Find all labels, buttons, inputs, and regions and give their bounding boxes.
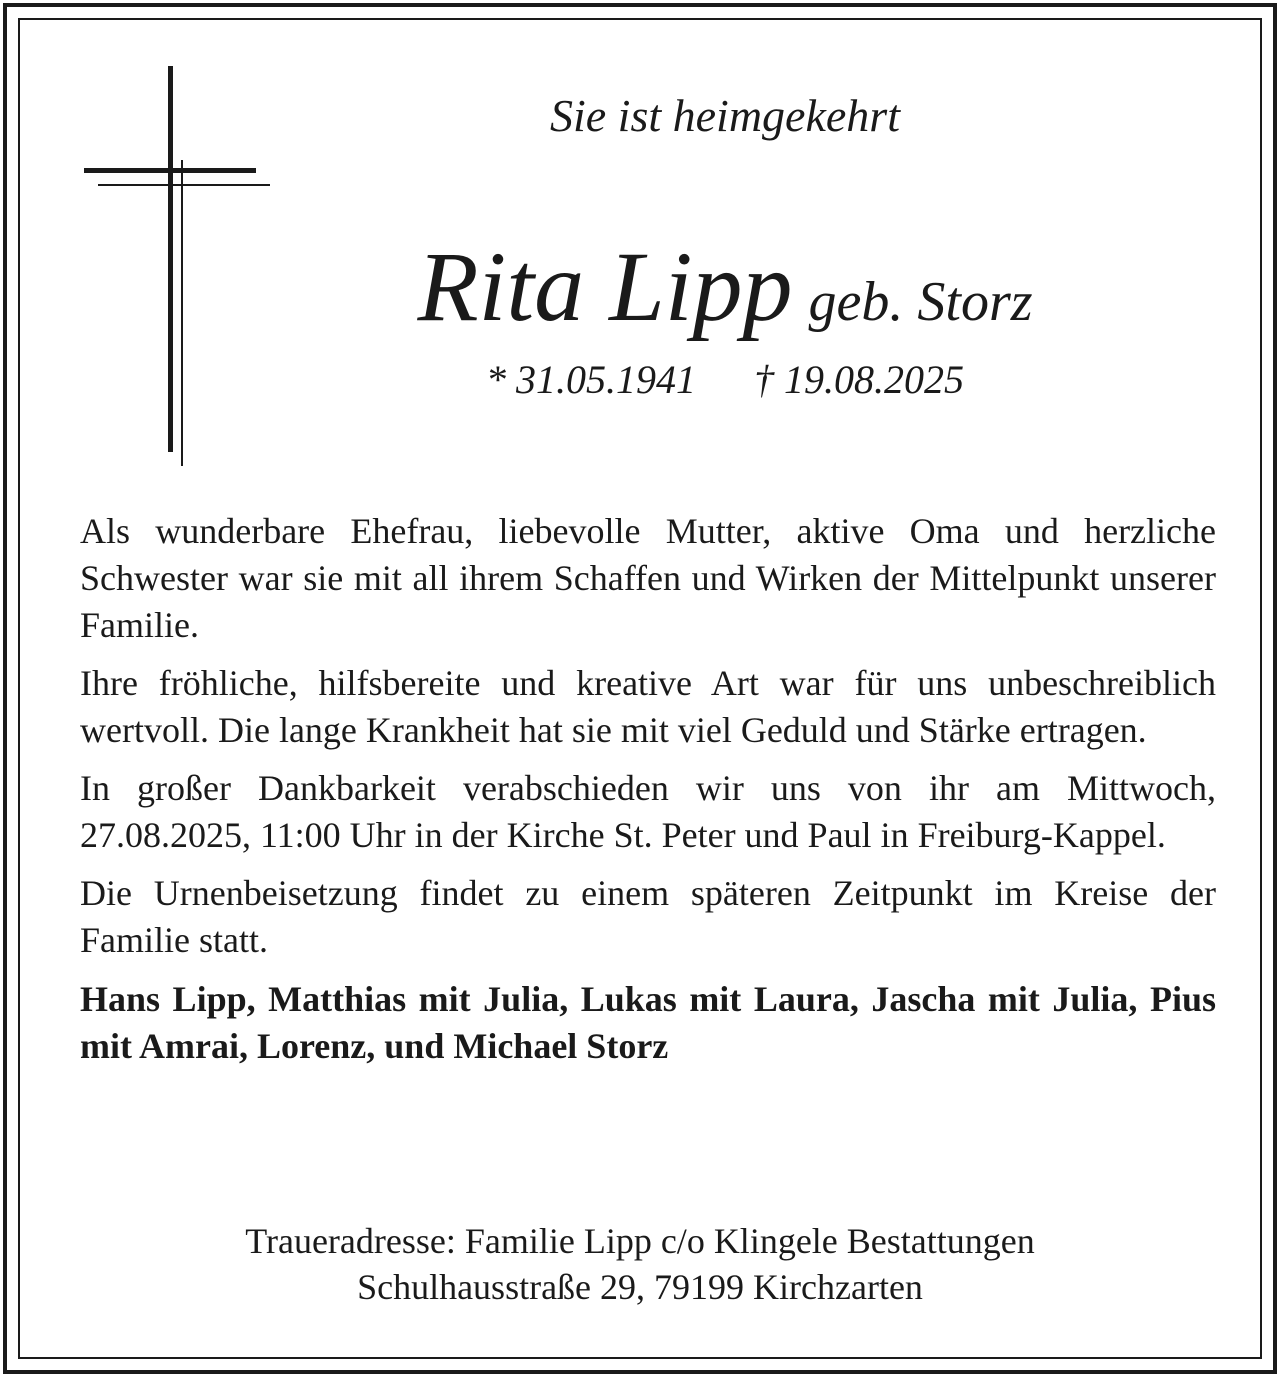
life-dates (330, 355, 1120, 405)
paragraph-service: In großer Dankbarkeit verabschieden wir uns von ihr am Mittwoch, 27.08.2025, 11:00 Uhr in der Kirche St. Peter und Paul in Freiburg-Kappel. (80, 768, 1216, 855)
mourning-address (80, 1218, 1200, 1310)
paragraph-character: Ihre fröhliche, hilfsbereite und kreative Art war für uns unbeschreiblich wertvoll. Die lange Krankheit hat sie mit viel Geduld und Stärke ertragen. (80, 663, 1216, 750)
paragraph-tribute: Als wunderbare Ehefrau, liebevolle Mutter, aktive Oma und herzliche Schwester war sie mit all ihrem Schaffen und Wirken der Mittelpunkt unserer Familie. (80, 511, 1216, 645)
notice-body (80, 508, 1216, 1081)
address-line-1: Traueradresse: Familie Lipp c/o Klingele Bestattungen (245, 1221, 1035, 1261)
paragraph-burial: Die Urnenbeisetzung findet zu einem späteren Zeitpunkt im Kreise der Familie statt. (80, 873, 1216, 960)
headline: Sie ist heimgekehrt (549, 90, 900, 141)
deceased-name: Rita Lipp (417, 231, 793, 342)
maiden-name: geb. Storz (808, 271, 1033, 333)
birth-date: * 31.05.1941 (486, 357, 696, 402)
address-line-2: Schulhausstraße 29, 79199 Kirchzarten (357, 1267, 923, 1307)
death-date: † 19.08.2025 (754, 357, 964, 402)
mourners-list: Hans Lipp, Matthias mit Julia, Lukas mit Laura, Jascha mit Julia, Pius mit Amrai, Lorenz, und Michael Storz (80, 979, 1216, 1066)
deceased-name-line (330, 232, 1120, 357)
cross-icon (84, 66, 274, 466)
